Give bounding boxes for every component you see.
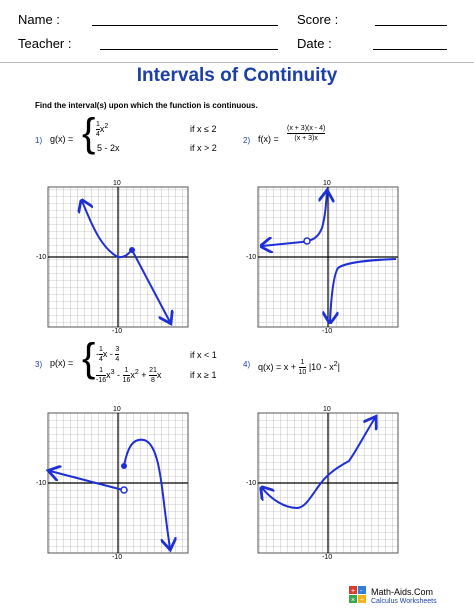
problem-3-number: 3) (35, 360, 43, 369)
problem-1-brace: { (82, 111, 96, 155)
teacher-label: Teacher : (18, 36, 72, 51)
svg-text:×: × (351, 597, 356, 604)
svg-text:+: + (351, 588, 356, 595)
score-label: Score : (297, 12, 339, 27)
problem-2-number: 2) (243, 136, 251, 145)
graph-3-ymin-label: -10 (112, 554, 123, 561)
svg-text:÷: ÷ (360, 597, 364, 604)
problem-4-number: 4) (243, 360, 251, 369)
problem-1-case1-condition: if x ≤ 2 (190, 124, 217, 134)
graph-1-ymin-label: -10 (112, 328, 123, 335)
graph-4 (246, 406, 398, 561)
graph-2 (246, 180, 398, 335)
graph-3 (36, 406, 188, 561)
problem-3-case1-condition: if x < 1 (190, 350, 217, 360)
problem-2-function-name: f(x) = (258, 134, 279, 144)
graph-2-ymax-label: 10 (323, 180, 331, 187)
graph-4-xmin-label: -10 (246, 480, 257, 487)
problem-4-function: q(x) = x + $\frac{1}{10}$ $|10 - x^2|$ (258, 359, 340, 376)
problem-3-case2: $\frac{1}{-16}$ $x^3$ - $\frac{1}{16}$ $x^2$ + $\frac{21}{8}$ x (96, 367, 162, 384)
graph-1 (36, 180, 188, 335)
graph-3-open-point (121, 487, 127, 493)
page-title: Intervals of Continuity (136, 65, 338, 86)
svg-text:-: - (360, 588, 363, 595)
footer-site: Math-Aids.Com (371, 587, 434, 597)
graph-3-closed-point (121, 463, 127, 469)
graph-4-ymin-label: -10 (322, 554, 333, 561)
problem-1-case1: $\frac{1}{4}$ $x^2$ (96, 121, 109, 138)
calculator-icon (349, 586, 367, 604)
footer-subtitle: Calculus Worksheets (371, 598, 437, 605)
problem-3-brace: { (82, 336, 96, 380)
graph-4-ymax-label: 10 (323, 406, 331, 413)
problem-3-case1: - $\frac{1}{4}$ x - $\frac{3}{4}$ (96, 346, 120, 363)
problem-2-fraction: $\frac{(x + 3)(x - 4)}{(x + 3)x}$ (287, 125, 326, 142)
date-label: Date : (297, 36, 332, 51)
instructions: Find the interval(s) upon which the function is continuous. (35, 101, 258, 110)
problem-3-case2-condition: if x ≥ 1 (190, 370, 217, 380)
name-label: Name : (18, 12, 60, 27)
graph-2-open-point (304, 238, 310, 244)
graph-1-xmin-label: -10 (36, 254, 47, 261)
problem-1-function-name: g(x) = (50, 134, 74, 144)
graph-3-ymax-label: 10 (113, 406, 121, 413)
problem-1-number: 1) (35, 136, 43, 145)
graph-1-ymax-label: 10 (113, 180, 121, 187)
graph-2-xmin-label: -10 (246, 254, 257, 261)
problem-3-function-name: p(x) = (50, 358, 74, 368)
graph-3-xmin-label: -10 (36, 480, 47, 487)
problem-1-case2: 5 - 2x (97, 143, 120, 153)
graph-2-ymin-label: -10 (322, 328, 333, 335)
problem-1-case2-condition: if x > 2 (190, 143, 217, 153)
graph-1-closed-point (129, 247, 135, 253)
